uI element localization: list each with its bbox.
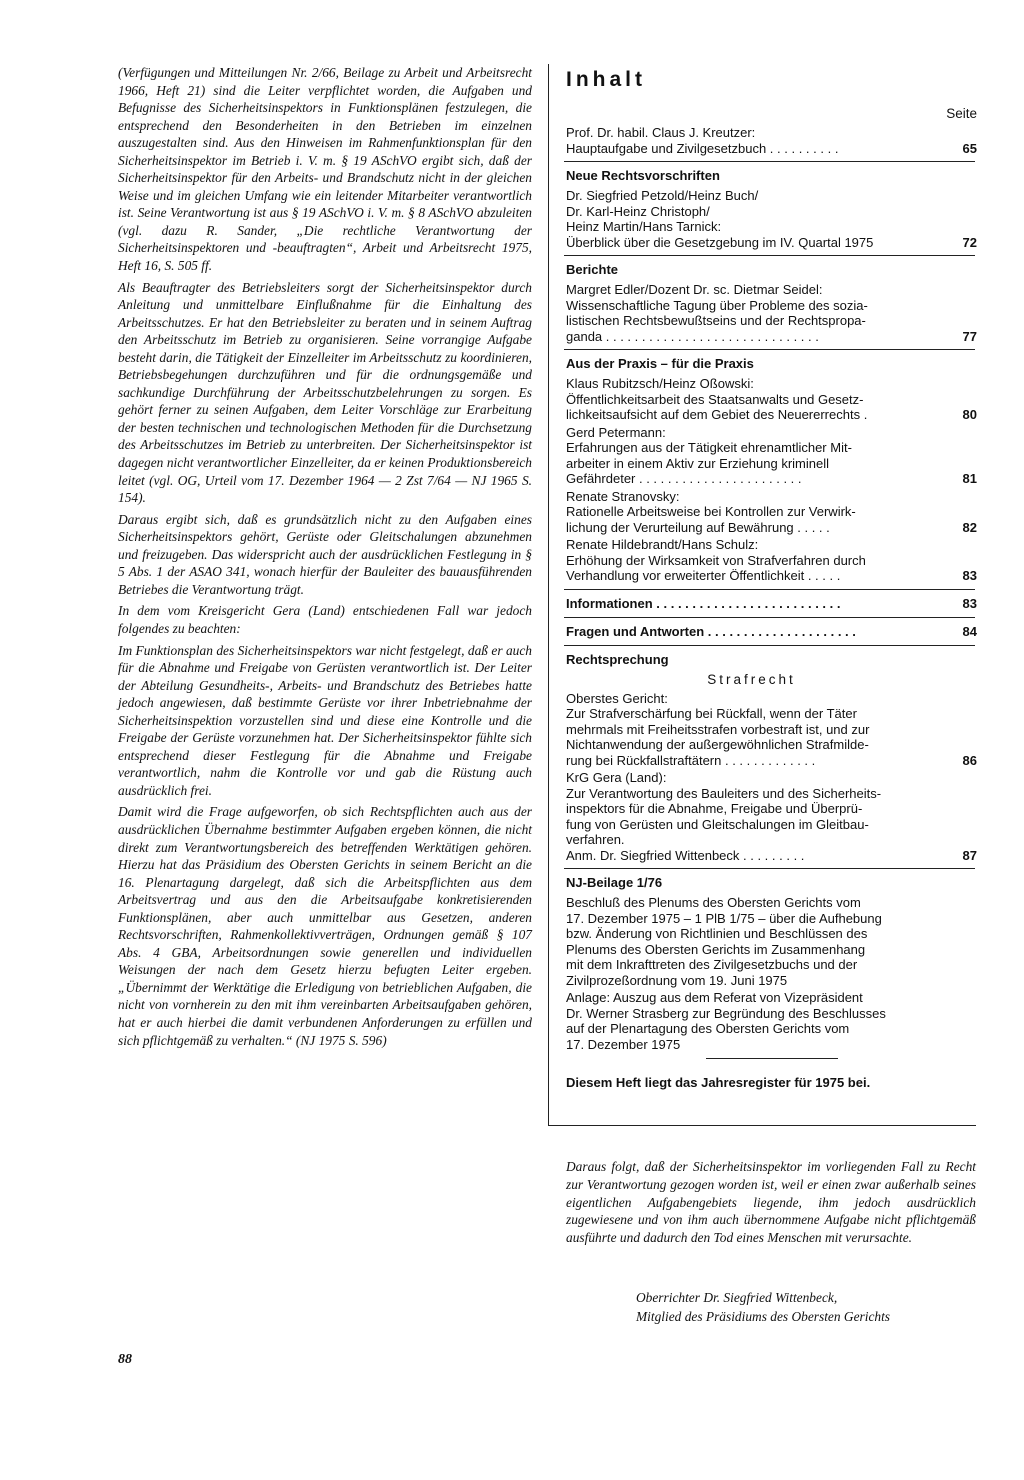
entry-line: Oberstes Gericht: xyxy=(566,690,668,706)
entry-line: Verhandlung vor erweiterter Öffentlichkeit . . . . . xyxy=(566,568,841,583)
left-column xyxy=(118,64,532,1053)
entry-page: 86 xyxy=(962,752,977,768)
entry-line: Anlage: Auszug aus dem Referat von Vizepräsident xyxy=(566,990,863,1005)
entry-line: rung bei Rückfallstraftätern . . . . . . . . . . . . . xyxy=(566,752,816,768)
toc-section-entry[interactable] xyxy=(566,596,977,612)
toc-entry[interactable] xyxy=(566,848,977,864)
toc-entry[interactable] xyxy=(566,489,977,536)
entry-line: Plenums des Obersten Gerichts im Zusammenhang xyxy=(566,941,866,957)
entry-page: 82 xyxy=(962,519,977,535)
section-heading: Informationen . . . . . . . . . . . . . . . . . . . . . . . . . . xyxy=(566,595,841,611)
entry-line: Erfahrungen aus der Tätigkeit ehrenamtlicher Mit- xyxy=(566,440,852,455)
divider xyxy=(564,255,975,256)
signature-name: Oberrichter Dr. Siegfried Wittenbeck, xyxy=(636,1290,838,1305)
toc-entry[interactable] xyxy=(566,770,977,848)
divider xyxy=(564,349,975,350)
toc-entry[interactable] xyxy=(566,537,977,584)
closing-paragraph: Daraus folgt, daß der Sicherheitsinspektor im vorliegenden Fall zu Recht zur Verantwortung gezogen worden ist, weil er einen zwar außerhalb seines eigentlichen Aufgabengebiets liegende, ihm jedoch ausdrücklich zugewiesene und von ihm auch übernommene Aufgabe nicht pflichtgemäß ausführte und dadurch den Tod eines Menschen mit verursachte. xyxy=(566,1159,976,1246)
toc-entry[interactable] xyxy=(566,895,977,988)
entry-line: Zur Strafverschärfung bei Rückfall, wenn der Täter xyxy=(566,706,857,721)
entry-line: Hauptaufgabe und Zivilgesetzbuch . . . . . . . . . . xyxy=(566,140,839,156)
entry-line: verfahren. xyxy=(566,832,625,847)
seite-label: Seite xyxy=(946,106,977,121)
entry-line: KrG Gera (Land): xyxy=(566,770,667,785)
entry-page: 84 xyxy=(962,623,977,639)
paragraph: Als Beauftragter des Betriebsleiters sorgt der Sicherheitsinspektor durch Anleitung und unmittelbare Einflußnahme für die Einhaltung des Arbeitsschutzes. Er hat den Betriebsleiter zu beraten und in seinem Auftrag den Arbeitsschutz im Betrieb zu organisieren. Seine vorrangige Aufgabe besteht darin, die Tätigkeit der Einzelleiter im Arbeitsschutz zu koordinieren, Betriebsbegehungen durchzuführen und für die ordnungsgemäße und sachkundige Durchführung der Arbeitsschutzbelehrungen zu sorgen. Es gehört ferner zu seinen Aufgaben, dem Leiter Vorschläge zur Erarbeitung der besten technischen und technologischen Methoden für die Durchsetzung des Arbeitsschutzes im Betrieb zu unterbreiten. Der Sicherheitsinspektor ist dagegen nicht verantwortlicher Einzelleiter, da er keinen Produktionsbereich leitet (vgl. OG, Urteil vom 17. Dezember 1964 — 2 Zst 7/64 — NJ 1965 S. 154). xyxy=(118,279,532,506)
entry-line: Gerd Petermann: xyxy=(566,424,666,440)
entry-line: Zivilprozeßordnung vom 19. Juni 1975 xyxy=(566,972,788,988)
entry-page: 87 xyxy=(962,847,977,863)
paragraph: In dem vom Kreisgericht Gera (Land) entschiedenen Fall war jedoch folgendes zu beachten: xyxy=(118,603,532,636)
entry-line: lichkeitsaufsicht auf dem Gebiet des Neuererrechts . xyxy=(566,407,868,422)
toc-title: Inhalt xyxy=(566,68,646,91)
entry-line: Renate Hildebrandt/Hans Schulz: xyxy=(566,537,759,552)
toc-content xyxy=(566,64,977,1090)
divider xyxy=(564,868,975,869)
table-of-contents xyxy=(548,64,976,1126)
entry-line: Margret Edler/Dozent Dr. sc. Dietmar Seidel: xyxy=(566,282,823,297)
entry-line: Heinz Martin/Hans Tarnick: xyxy=(566,219,722,234)
entry-page: 65 xyxy=(962,140,977,156)
entry-line: lichung der Verurteilung auf Bewährung . . . . . xyxy=(566,519,830,535)
entry-line: fung von Gerüsten und Gleitschalungen im Gleitbau- xyxy=(566,816,869,832)
short-divider xyxy=(706,1058,838,1059)
divider xyxy=(564,589,975,590)
toc-section-entry[interactable] xyxy=(566,624,977,640)
subsection-heading: Strafrecht xyxy=(707,671,796,687)
notice-text: Diesem Heft liegt das Jahresregister für 1975 bei. xyxy=(566,1075,871,1090)
section-heading: Rechtsprechung xyxy=(566,651,669,667)
entry-line: 17. Dezember 1975 – 1 PlB 1/75 – über die Aufhebung xyxy=(566,910,882,926)
entry-line: Überblick über die Gesetzgebung im IV. Quartal 1975 xyxy=(566,234,874,250)
toc-entry[interactable] xyxy=(566,425,977,487)
paragraph: Im Funktionsplan des Sicherheitsinspektors war nicht festgelegt, daß er auch für die Abnahme und Freigabe von Gerüsten verantwortlich ist. Der Leiter der Abteilung Gesundheits-, Arbeits- und Brandschutz des Betriebes hatte jedoch angewiesen, daß bestimmte Gerüste vor ihrer Inbetriebnahme der Sicherheitsinspektion vorzustellen sind und diese eine Kontrolle und die Freigabe der Gerüste vorzunehmen hat. Der Sicherheitsinspektor fühlte sich entsprechend dieser Festlegung für die Abnahme und Freigabe verantwortlich, nahm die Kontrolle vor und gab die Rüstung auch ausdrücklich frei. xyxy=(118,642,532,798)
signature xyxy=(636,1288,986,1326)
paragraph: (Verfügungen und Mitteilungen Nr. 2/66, Beilage zu Arbeit und Arbeitsrecht 1966, Heft 21) sind die Leiter verpflichtet worden, die Aufgaben und Befugnisse des Sicherheitsinspektors in Funktionsplänen festzulegen, die entsprechend den Besonderheiten in den Betrieben im einzelnen auszugestalten sind. Aus den Hinweisen im Rahmenfunktionsplan für den Sicherheitsinspektor im Betrieb i. V. m. § 19 ASchVO ergibt sich, daß der Sicherheitsinspektor für den Arbeits- und Brandschutz nicht in der gleichen Weise und im gleichen Umfang wie ein leitender Mitarbeiter verantwortlich ist. Seine Verantwortung ist aus § 19 ASchVO i. V. m. § 8 ASchVO abzuleiten (vgl. dazu R. Sander, „Die rechtliche Verantwortung der Sicherheitsinspektoren und -beauftragten“, Arbeit und Arbeitsrecht 1975, Heft 16, S. 505 ff. xyxy=(118,65,532,274)
entry-line: Dr. Siegfried Petzold/Heinz Buch/ xyxy=(566,188,759,203)
entry-line: listischen Rechtsbewußtseins und der Rechtspropa- xyxy=(566,313,866,328)
divider xyxy=(564,161,975,162)
toc-entry[interactable] xyxy=(566,376,977,423)
entry-line: 17. Dezember 1975 xyxy=(566,1036,681,1052)
entry-page: 80 xyxy=(962,407,977,422)
divider xyxy=(564,645,975,646)
section-heading: Aus der Praxis – für die Praxis xyxy=(566,356,754,371)
toc-entry[interactable] xyxy=(566,282,977,344)
entry-line: mit dem Inkrafttreten des Zivilgesetzbuchs und der xyxy=(566,957,858,972)
entry-line: Klaus Rubitzsch/Heinz Oßowski: xyxy=(566,376,754,391)
entry-line: Nichtanwendung der außergewöhnlichen Strafmilde- xyxy=(566,737,869,752)
entry-line: Erhöhung der Wirksamkeit von Strafverfahren durch xyxy=(566,552,866,568)
section-heading: Neue Rechtsvorschriften xyxy=(566,168,720,183)
paragraph: Daraus ergibt sich, daß es grundsätzlich nicht zu den Aufgaben eines Sicherheitsinspektors gehört, Gerüste oder Gleitschalungen abzunehmen und freizugeben. Das widerspricht auch der ausdrücklichen Festlegung in § 5 Abs. 1 der ASAO 341, wonach hierfür der Bauleiter des bauausführenden Betriebes die Verantwortung trägt. xyxy=(118,511,532,597)
entry-page: 72 xyxy=(962,234,977,250)
entry-line: mehrmals mit Freiheitsstrafen vorbestraft ist, und zur xyxy=(566,721,870,737)
entry-page: 83 xyxy=(962,568,977,583)
entry-line: auf der Plenartagung des Obersten Gerichts vom xyxy=(566,1021,850,1036)
entry-line: Beschluß des Plenums des Obersten Gerichts vom xyxy=(566,895,861,910)
entry-line: Dr. Karl-Heinz Christoph/ xyxy=(566,203,710,219)
entry-line: Wissenschaftliche Tagung über Probleme des sozia- xyxy=(566,297,868,313)
entry-page: 77 xyxy=(962,328,977,344)
signature-title: Mitglied des Präsidiums des Obersten Gerichts xyxy=(636,1309,891,1324)
entry-line: Zur Verantwortung des Bauleiters und des Sicherheits- xyxy=(566,785,882,801)
divider xyxy=(564,617,975,618)
entry-line: bzw. Änderung von Richtlinien und Beschlüssen des xyxy=(566,926,868,941)
entry-line: Gefährdeter . . . . . . . . . . . . . . . . . . . . . . . xyxy=(566,471,802,486)
section-heading: NJ-Beilage 1/76 xyxy=(566,875,663,890)
section-heading: Fragen und Antworten . . . . . . . . . . . . . . . . . . . . . xyxy=(566,623,856,639)
toc-entry[interactable] xyxy=(566,188,977,250)
entry-line: Dr. Werner Strasberg zur Begründung des Beschlusses xyxy=(566,1005,886,1021)
section-heading: Berichte xyxy=(566,262,619,277)
page-number: 88 xyxy=(118,1352,132,1367)
entry-line: inspektors für die Abnahme, Freigabe und Überprü- xyxy=(566,801,863,816)
entry-line: Rationelle Arbeitsweise bei Kontrollen zur Verwirk- xyxy=(566,504,856,519)
entry-line: Renate Stranovsky: xyxy=(566,488,680,504)
toc-entry[interactable] xyxy=(566,125,977,156)
entry-line: Anm. Dr. Siegfried Wittenbeck . . . . . . . . . xyxy=(566,847,805,863)
toc-entry[interactable] xyxy=(566,691,977,769)
entry-page: 81 xyxy=(962,471,977,486)
paragraph: Damit wird die Frage aufgeworfen, ob sich Rechtspflichten auch aus der ausdrücklichen Übernahme bestimmter Aufgaben ergeben können, die nicht direkt zum Verantwortungsbereich des betreffenden Werktätigen gehören. Hierzu hat das Präsidium des Obersten Gerichts in seinem Bericht an die 16. Plenartagung dargelegt, daß sich die Arbeitspflichten aus dem Arbeitsvertrag und aus den die Arbeitsaufgabe konkretisierenden Funktionsplänen, aber auch unmittelbar aus Gesetzen, anderen Rechtsvorschriften, Rahmenkollektivverträgen, Ordnungen gemäß § 107 Abs. 4 GBA, Arbeitsordnungen sowie generellen und individuellen Weisungen der nach dem Gesetz hierzu befugten Leiter ergeben. „Übernimmt der Werktätige die Erledigung von betrieblichen Aufgaben, die nicht von vornherein zu den mit ihm vereinbarten Arbeitsaufgaben gehören, hat er auch hierbei die damit verbundenen Anforderungen zu erfüllen und sich pflichtgemäß zu verhalten.“ (NJ 1975 S. 596) xyxy=(118,804,532,1048)
entry-line: Prof. Dr. habil. Claus J. Kreutzer: xyxy=(566,125,756,140)
entry-line: arbeiter in einem Aktiv zur Erziehung kriminell xyxy=(566,455,829,471)
entry-page: 83 xyxy=(962,595,977,611)
entry-line: ganda . . . . . . . . . . . . . . . . . . . . . . . . . . . . . . xyxy=(566,328,819,344)
toc-entry[interactable] xyxy=(566,990,977,1052)
entry-line: Öffentlichkeitsarbeit des Staatsanwalts und Gesetz- xyxy=(566,391,864,407)
